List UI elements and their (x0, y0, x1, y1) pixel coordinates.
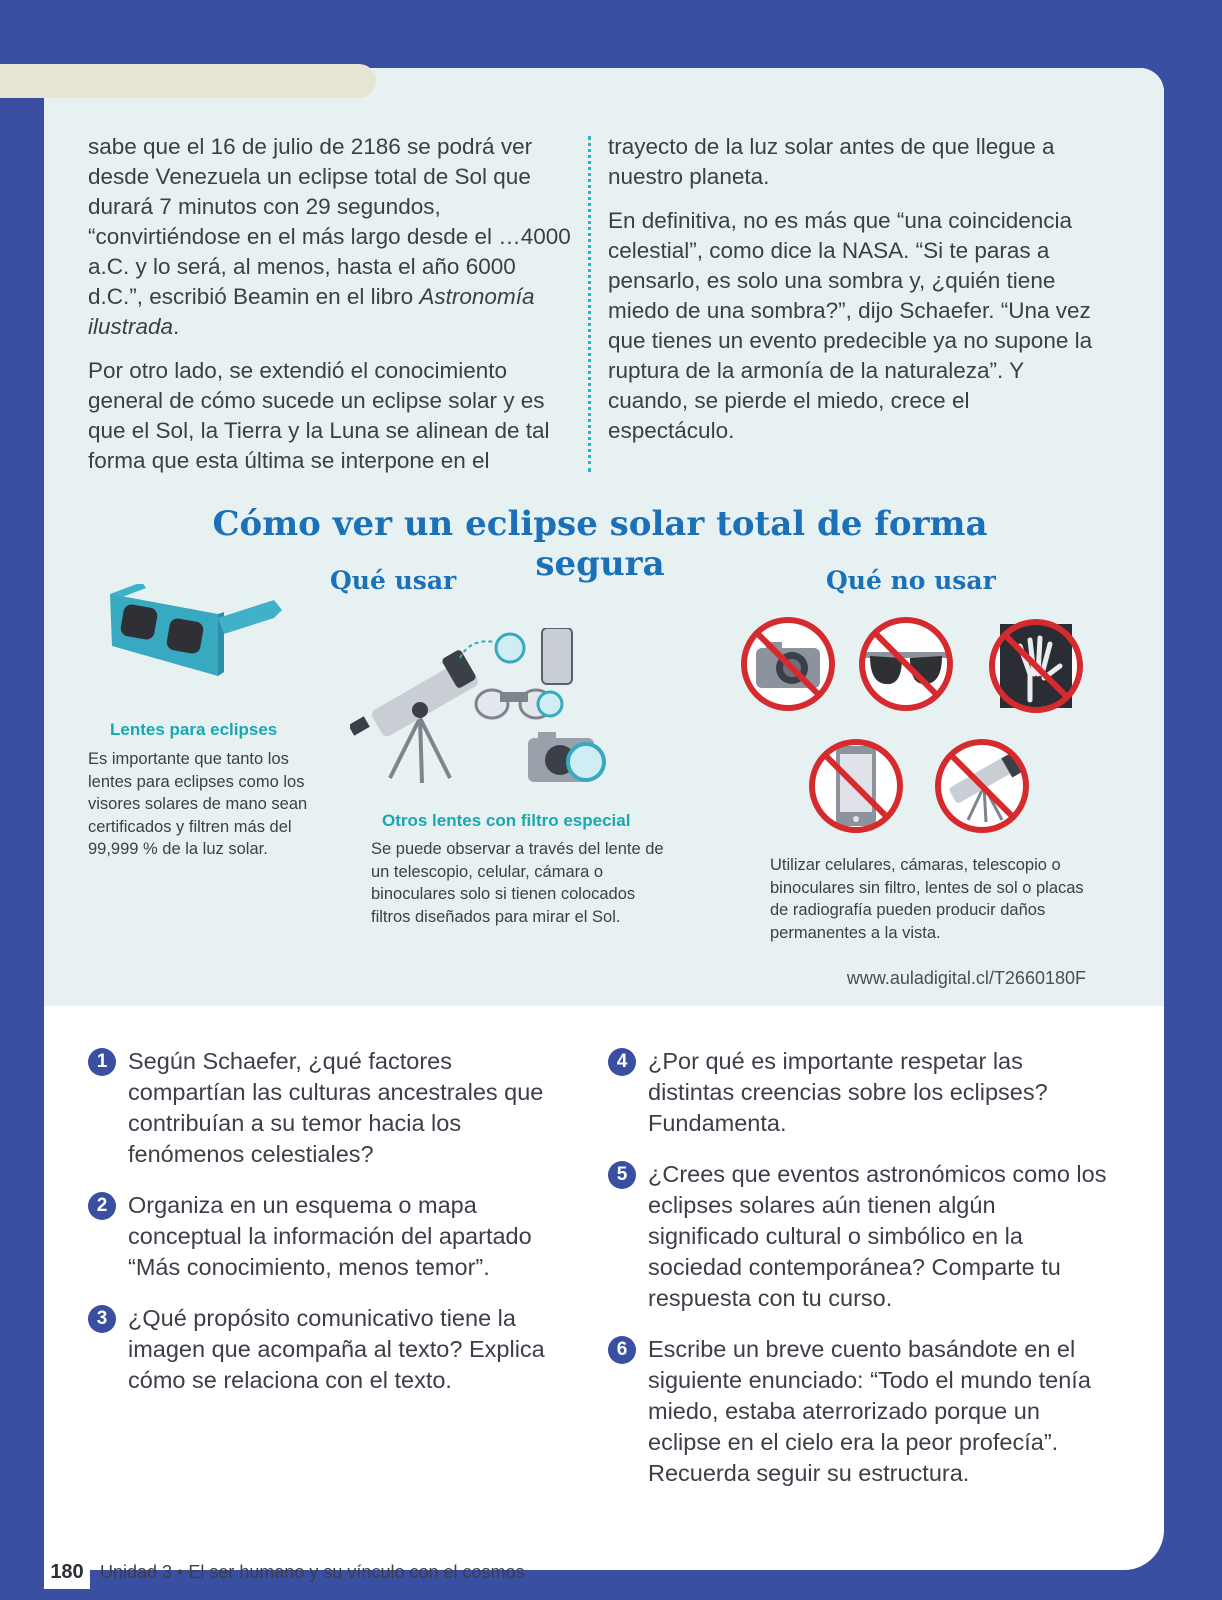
prohibited-xray-icon (986, 616, 1086, 716)
question-number-badge: 5 (608, 1161, 636, 1189)
question-item (608, 1159, 1108, 1314)
infographic-title: Cómo ver un eclipse solar total de forma segura (212, 504, 988, 584)
what-to-use-heading: Qué usar (330, 566, 457, 595)
question-number-badge: 6 (608, 1336, 636, 1364)
question-item (608, 1046, 1108, 1139)
question-text: ¿Crees que eventos astronómicos como los eclipses solares aún tienen algún significado cultural o simbólico en la sociedad contemporánea? Comparte tu respuesta con tu curso. (648, 1161, 1107, 1311)
article-column-left (88, 132, 574, 490)
questions-column-right (608, 1046, 1108, 1509)
page-number: 180 (44, 1555, 90, 1589)
question-number-badge: 3 (88, 1305, 116, 1333)
article-paragraph: En definitiva, no es más que “una coincidencia celestial”, como dice la NASA. “Si te paras a pensarlo, es solo una sombra y, ¿quién tiene miedo de una sombra?”, dijo Schaefer. “Una vez que tienes un evento predecible ya no supone la ruptura de la armonía de la naturaleza”. Y cuando, se pierde el miedo, crece el espectáculo. (608, 208, 1093, 443)
book-title: Astronomía ilustrada (88, 284, 535, 339)
question-text: Escribe un breve cuento basándote en el siguiente enunciado: “Todo el mundo tenía miedo, estaba aterrorizado porque un eclipse en el cielo era la peor profecía”. Recuerda seguir su estructura. (648, 1336, 1091, 1486)
question-text: ¿Qué propósito comunicativo tiene la imagen que acompaña al texto? Explica cómo se relaciona con el texto. (128, 1305, 545, 1393)
filtered-optics-illustration (350, 628, 620, 798)
glasses-caption-title: Lentes para eclipses (110, 720, 278, 739)
what-not-to-use-text: Utilizar celulares, cámaras, telescopio o binoculares sin filtro, lentes de sol o placas de radiografía pueden producir daños permanentes a la vista. (770, 856, 1084, 942)
question-item (88, 1303, 558, 1396)
question-text: Según Schaefer, ¿qué factores compartían las culturas ancestrales que contribuían a su temor hacia los fenómenos celestiales? (128, 1048, 544, 1167)
filters-caption-text: Se puede observar a través del lente de un telescopio, celular, cámara o binoculares solo si tienen colocados filtros diseñados para mirar el Sol. (371, 840, 664, 926)
prohibited-camera-icon (738, 614, 838, 714)
filters-caption-title: Otros lentes con filtro especial (382, 811, 631, 830)
question-number-badge: 4 (608, 1048, 636, 1076)
article-paragraph: sabe que el 16 de julio de 2186 se podrá ver desde Venezuela un eclipse total de Sol que durará 7 minutos con 29 segundos, “convirtiéndose en el más largo desde el …4000 a.C. y lo será, al menos, hasta el año 6000 d.C.”, escribió Beamin en el libro Astronomía ilustrada. (88, 134, 571, 339)
glasses-caption-text: Es importante que tanto los lentes para eclipses como los visores solares de mano sean certificados y filtren más del 99,999 % de la luz solar. (88, 750, 308, 858)
phone-icon (542, 628, 572, 684)
camera-icon (528, 732, 604, 782)
article-paragraph: trayecto de la luz solar antes de que llegue a nuestro planeta. (608, 134, 1055, 189)
section-tab (0, 64, 376, 98)
filter-icon (496, 634, 524, 662)
eclipse-glasses-icon (106, 584, 286, 694)
question-number-badge: 1 (88, 1048, 116, 1076)
telescope-icon (350, 649, 480, 783)
question-text: Organiza en un esquema o mapa conceptual la información del apartado “Más conocimiento, menos temor”. (128, 1192, 532, 1280)
column-divider (588, 136, 591, 472)
source-url[interactable]: www.auladigital.cl/T2660180F (846, 968, 1086, 988)
binoculars-icon (476, 690, 562, 718)
question-item (608, 1334, 1108, 1489)
question-number-badge: 2 (88, 1192, 116, 1220)
questions-column-left (88, 1046, 558, 1416)
article-paragraph: Por otro lado, se extendió el conocimiento general de cómo sucede un eclipse solar y es que el Sol, la Tierra y la Luna se alinean de tal forma que esta última se interpone en el (88, 358, 550, 473)
question-item (88, 1046, 558, 1170)
prohibited-telescope-icon (932, 736, 1032, 836)
prohibited-sunglasses-icon (856, 614, 956, 714)
article-column-right (608, 132, 1098, 460)
prohibited-phone-icon (806, 736, 906, 836)
footer-unit-title: Unidad 3 • El ser humano y su vínculo con el cosmos (100, 1562, 525, 1582)
question-text: ¿Por qué es importante respetar las distintas creencias sobre los eclipses? Fundamenta. (648, 1048, 1048, 1136)
what-not-to-use-heading: Qué no usar (826, 566, 996, 595)
question-item (88, 1190, 558, 1283)
